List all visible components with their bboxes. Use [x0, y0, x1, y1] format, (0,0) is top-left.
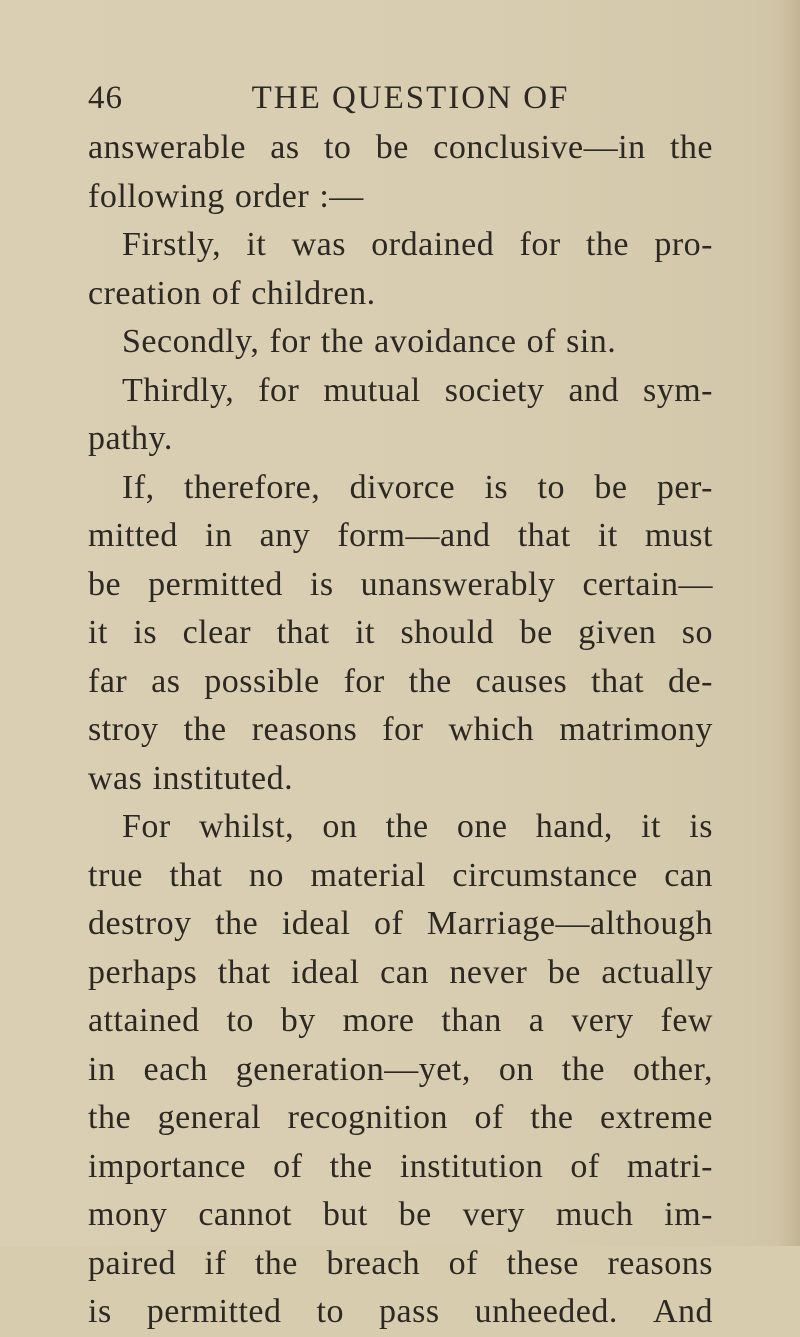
- page-edge-shading: [778, 0, 800, 1246]
- word: mony: [88, 1196, 168, 1233]
- word: to: [323, 129, 352, 166]
- word: on: [498, 1050, 534, 1088]
- word: is: [133, 614, 158, 651]
- word: of: [273, 1147, 303, 1185]
- word: is: [309, 565, 334, 603]
- word: of: [448, 1244, 478, 1282]
- word: one: [456, 808, 508, 845]
- word: was: [88, 759, 143, 797]
- word: conclusive—in: [433, 129, 646, 166]
- word: by: [280, 1002, 316, 1039]
- word: of: [474, 1099, 504, 1136]
- word: that: [591, 662, 645, 700]
- word: answerable: [88, 129, 246, 166]
- text-line: [88, 852, 713, 901]
- word: but: [322, 1196, 368, 1233]
- word: that: [169, 856, 223, 894]
- word: permitted: [148, 565, 283, 603]
- text-line: [88, 561, 713, 610]
- word: clear: [182, 614, 252, 651]
- word: can: [380, 953, 429, 991]
- text-line: [88, 1046, 713, 1095]
- word: be: [375, 129, 409, 166]
- text-line: [88, 755, 713, 804]
- word: reasons: [251, 711, 358, 748]
- word: instituted.: [152, 759, 294, 797]
- word: Thirdly,: [122, 371, 235, 409]
- word: order: [234, 177, 310, 215]
- text-line: [88, 949, 713, 998]
- word: the: [669, 129, 713, 166]
- word: attained: [88, 1002, 200, 1039]
- word: matri-: [626, 1147, 713, 1185]
- word: to: [316, 1293, 344, 1330]
- word: in: [88, 1050, 116, 1088]
- word: the: [215, 905, 259, 942]
- text-line: [88, 900, 713, 949]
- word: the: [254, 1244, 298, 1282]
- word: other,: [632, 1050, 713, 1088]
- word: :—: [319, 177, 364, 215]
- word: If,: [122, 468, 155, 506]
- word: destroy: [88, 905, 192, 942]
- word: hand,: [535, 808, 613, 845]
- word: any: [259, 517, 311, 554]
- word: ideal: [281, 905, 351, 942]
- word: stroy: [88, 711, 159, 748]
- text-line: [88, 1143, 713, 1192]
- word: never: [449, 953, 528, 991]
- text-line: [88, 173, 713, 222]
- word: for: [343, 662, 385, 700]
- word: the: [585, 226, 630, 263]
- word: the: [320, 323, 364, 360]
- word: the: [183, 711, 227, 748]
- word: divorce: [349, 468, 456, 506]
- word: permitted: [146, 1293, 282, 1330]
- word: sym-: [642, 371, 713, 409]
- word: reasons: [607, 1244, 713, 1282]
- word: mitted: [88, 517, 178, 554]
- word: per-: [656, 468, 713, 506]
- word: is: [484, 468, 509, 506]
- word: extreme: [599, 1099, 713, 1136]
- word: de-: [667, 662, 713, 700]
- text-line: [88, 1191, 713, 1240]
- word: general: [157, 1099, 262, 1136]
- text-line: [88, 415, 713, 464]
- word: And: [652, 1293, 713, 1330]
- word: im-: [664, 1196, 713, 1233]
- word: be: [519, 614, 553, 651]
- word: be: [398, 1196, 432, 1233]
- word: perhaps: [88, 953, 198, 991]
- word: very: [462, 1196, 525, 1233]
- word: unheeded.: [474, 1293, 618, 1330]
- word: very: [571, 1002, 634, 1039]
- word: must: [644, 517, 713, 554]
- word: generation—yet,: [235, 1050, 471, 1088]
- word: be: [594, 468, 628, 506]
- word: in: [205, 517, 233, 554]
- word: that: [517, 517, 571, 554]
- word: the: [530, 1099, 574, 1136]
- word: unanswerably: [360, 565, 556, 603]
- word: the: [88, 1099, 132, 1136]
- word: matrimony: [559, 711, 713, 748]
- word: pathy.: [88, 420, 173, 457]
- word: as: [151, 662, 181, 700]
- word: it: [246, 226, 267, 263]
- word: paired: [88, 1244, 176, 1282]
- text-line: [88, 803, 713, 852]
- word: for: [519, 226, 561, 263]
- word: following: [88, 177, 225, 215]
- word: form—and: [337, 517, 491, 554]
- word: and: [568, 371, 620, 409]
- page-header: [88, 80, 713, 130]
- text-line: [88, 1288, 713, 1337]
- word: the: [561, 1050, 605, 1088]
- word: on: [322, 808, 358, 845]
- word: for: [382, 711, 424, 748]
- word: mutual: [323, 371, 421, 409]
- word: it: [355, 614, 375, 651]
- word: sin.: [566, 323, 617, 360]
- text-line: [88, 512, 713, 561]
- word: be: [547, 953, 581, 991]
- word: of: [211, 274, 242, 312]
- word: that: [276, 614, 330, 651]
- word: ideal: [291, 953, 360, 991]
- word: for: [258, 371, 300, 409]
- text-line: [88, 270, 713, 319]
- word: given: [578, 614, 657, 651]
- word: Marriage—although: [426, 905, 713, 942]
- word: should: [400, 614, 495, 651]
- word: it: [88, 614, 108, 651]
- word: circumstance: [452, 856, 638, 894]
- word: more: [342, 1002, 415, 1039]
- word: certain—: [582, 565, 713, 603]
- word: that: [217, 953, 271, 991]
- word: these: [506, 1244, 579, 1282]
- word: much: [555, 1196, 634, 1233]
- word: it: [641, 808, 661, 845]
- word: of: [570, 1147, 600, 1185]
- word: cannot: [198, 1196, 292, 1233]
- word: for: [269, 323, 311, 360]
- text-line: [88, 1094, 713, 1143]
- word: importance: [88, 1147, 246, 1185]
- text-line: [88, 997, 713, 1046]
- word: was: [291, 226, 346, 263]
- text-line: [88, 464, 713, 513]
- text-line: [88, 124, 713, 173]
- word: few: [660, 1002, 713, 1039]
- word: the: [408, 662, 452, 700]
- text-line: [88, 706, 713, 755]
- word: to: [537, 468, 565, 506]
- word: the: [329, 1147, 373, 1185]
- word: is: [689, 808, 713, 845]
- word: possible: [204, 662, 320, 700]
- word: is: [88, 1293, 112, 1330]
- word: which: [448, 711, 535, 748]
- text-line: [88, 658, 713, 707]
- word: of: [374, 905, 404, 942]
- word: ordained: [371, 226, 495, 263]
- word: society: [444, 371, 545, 409]
- word: true: [88, 856, 143, 894]
- word: institution: [399, 1147, 544, 1185]
- word: so: [681, 614, 713, 651]
- word: can: [664, 856, 713, 894]
- word: of: [526, 323, 556, 360]
- page-number: 46: [88, 80, 123, 116]
- text-line: [88, 318, 713, 367]
- word: far: [88, 662, 128, 700]
- word: a: [528, 1002, 545, 1039]
- word: pass: [379, 1293, 440, 1330]
- word: Firstly,: [122, 226, 222, 263]
- word: the: [385, 808, 429, 845]
- word: each: [143, 1050, 208, 1088]
- word: causes: [475, 662, 568, 700]
- word: it: [597, 517, 618, 554]
- word: as: [270, 129, 300, 166]
- word: pro-: [654, 226, 713, 263]
- body-text: [88, 124, 713, 1337]
- word: creation: [88, 274, 202, 312]
- text-line: [88, 1240, 713, 1289]
- word: Secondly,: [122, 323, 260, 360]
- word: actually: [601, 953, 713, 991]
- word: than: [441, 1002, 502, 1039]
- word: recognition: [287, 1099, 448, 1136]
- word: be: [88, 565, 122, 603]
- text-line: [88, 367, 713, 416]
- word: breach: [326, 1244, 421, 1282]
- word: whilst,: [198, 808, 295, 845]
- word: no: [248, 856, 284, 894]
- word: if: [204, 1244, 227, 1282]
- word: to: [226, 1002, 254, 1039]
- word: therefore,: [184, 468, 321, 506]
- word: material: [310, 856, 426, 894]
- word: children.: [251, 274, 376, 312]
- running-title: THE QUESTION OF: [251, 80, 570, 116]
- word: avoidance: [374, 323, 517, 360]
- text-line: [88, 609, 713, 658]
- word: For: [122, 808, 171, 845]
- text-line: [88, 221, 713, 270]
